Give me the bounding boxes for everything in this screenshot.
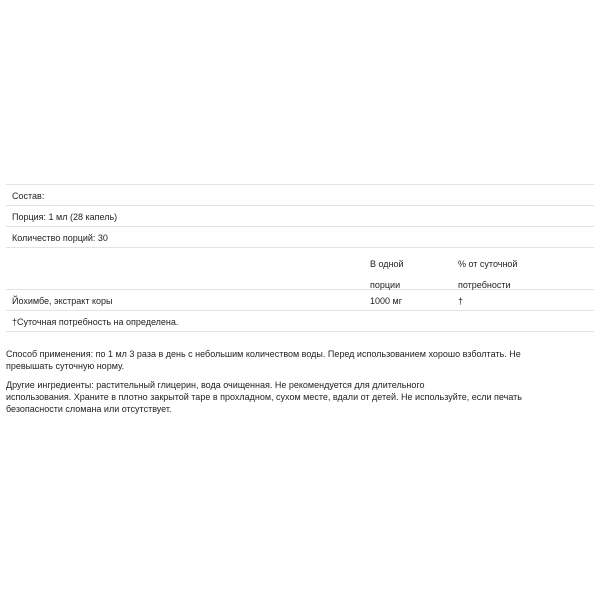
table-header-row <box>6 248 594 290</box>
ingredient-row <box>6 290 594 311</box>
composition-row <box>6 185 594 206</box>
ingredient-amount: 1000 мг <box>370 296 402 306</box>
ingredient-name: Йохимбе, экстракт коры <box>12 296 113 306</box>
ingredient-daily-value: † <box>458 296 464 306</box>
footnote-row <box>6 311 594 332</box>
servings-per-container: Количество порций: 30 <box>12 233 108 243</box>
other-ingredients: Другие ингредиенты: растительный глицерин, вода очищенная. Не рекомендуется для длительного использования. Храните в плотно закрытой таре в прохладном, сухом месте, вдали от детей. Не используйте, если печать безопасности сломана или отсутствует. <box>6 380 522 414</box>
usage-instructions: Способ применения: по 1 мл 3 раза в день с небольшим количеством воды. Перед использованием хорошо взболтать. Не превышать суточную норму. <box>6 349 521 371</box>
amount-per-serving-header: В одной порции <box>370 259 404 290</box>
serving-size-row <box>6 206 594 227</box>
servings-per-container-row <box>6 227 594 248</box>
composition-label: Состав: <box>12 191 45 201</box>
supplement-facts-table <box>6 184 594 332</box>
daily-value-footnote: †Суточная потребность на определена. <box>12 317 179 327</box>
daily-value-header: % от суточной потребности <box>458 259 518 290</box>
serving-size: Порция: 1 мл (28 капель) <box>12 212 118 222</box>
